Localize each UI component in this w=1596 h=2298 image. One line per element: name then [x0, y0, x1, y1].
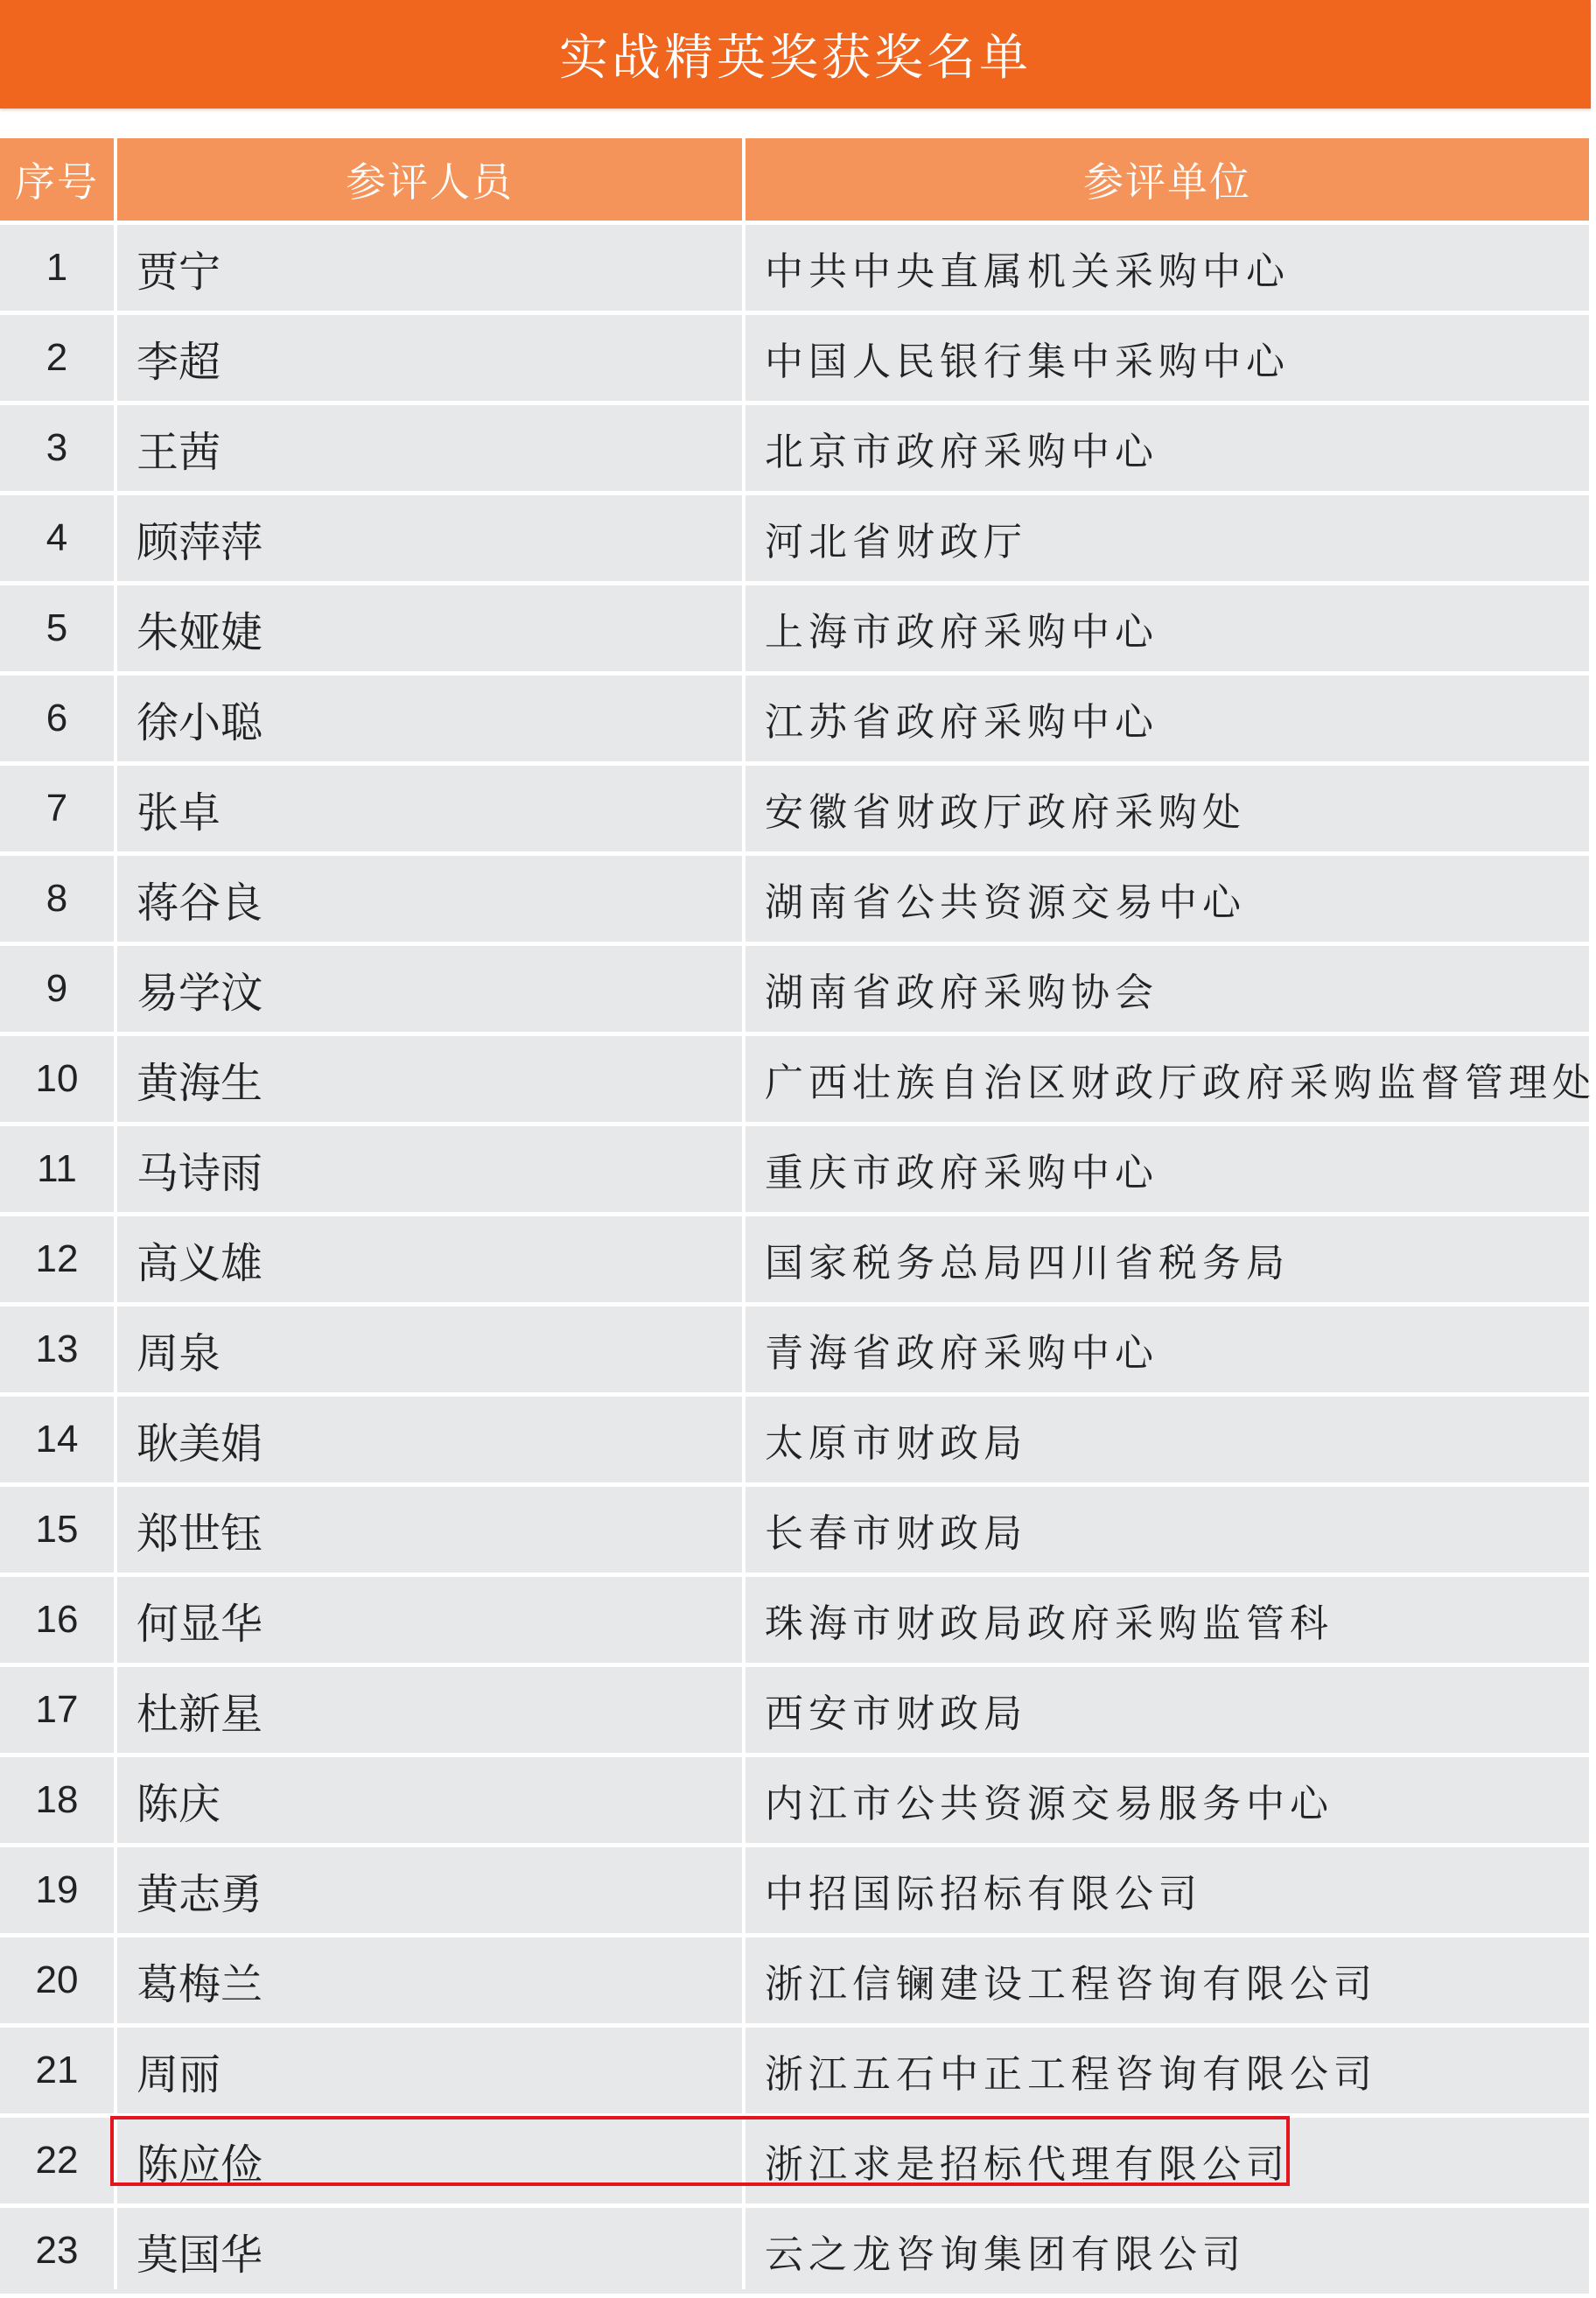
- participant-name: 易学汶: [136, 968, 263, 1018]
- participant-name: 王茜: [136, 427, 221, 477]
- participant-name: 葛梅兰: [136, 1959, 263, 2009]
- page-title: 实战精英奖获奖名单: [559, 30, 1032, 87]
- header-no: 序号: [15, 158, 99, 206]
- table-row: [0, 1397, 1589, 1487]
- table-row: [0, 1307, 1589, 1397]
- table-row: [0, 856, 1589, 946]
- row-number: 18: [35, 1778, 79, 1821]
- table-row: [0, 495, 1589, 585]
- participant-unit: 青海省政府采购中心: [765, 1331, 1158, 1376]
- table-row: [0, 1126, 1589, 1216]
- participant-unit: 长春市财政局: [765, 1511, 1027, 1556]
- row-number: 6: [46, 697, 68, 739]
- row-number: 9: [46, 967, 68, 1010]
- table-row: [0, 405, 1589, 495]
- participant-unit: 重庆市政府采购中心: [765, 1151, 1158, 1195]
- table-row: [0, 1216, 1589, 1307]
- participant-name: 贾宁: [136, 247, 221, 297]
- title-bar: [0, 0, 1591, 109]
- participant-unit: 中招国际招标有限公司: [765, 1872, 1202, 1916]
- table-row: [0, 1036, 1596, 1126]
- table-row: [0, 1487, 1589, 1577]
- row-number: 12: [35, 1237, 79, 1280]
- table-row: [0, 1577, 1589, 1667]
- row-number: 21: [35, 2049, 79, 2091]
- participant-name: 徐小聪: [136, 697, 263, 747]
- participant-name: 周丽: [136, 2049, 221, 2099]
- table-row: [0, 946, 1589, 1036]
- header-unit: 参评单位: [1083, 158, 1251, 206]
- table-row: [0, 1667, 1589, 1757]
- table-row: [0, 676, 1589, 766]
- participant-unit: 浙江信镧建设工程咨询有限公司: [765, 1962, 1377, 2007]
- table-header: [0, 138, 1589, 225]
- row-number: 11: [37, 1147, 77, 1190]
- participant-name: 杜新星: [136, 1689, 263, 1739]
- participant-unit: 北京市政府采购中心: [765, 430, 1158, 474]
- participant-name: 李超: [136, 337, 221, 387]
- participant-name: 陈庆: [136, 1779, 221, 1829]
- participant-name: 周泉: [136, 1328, 221, 1378]
- row-number: 1: [46, 246, 68, 289]
- column-divider: [742, 138, 746, 2289]
- row-number: 7: [46, 787, 68, 830]
- participant-name: 陈应俭: [136, 2140, 263, 2189]
- row-number: 14: [35, 1418, 79, 1461]
- participant-name: 高义雄: [136, 1238, 263, 1288]
- table-body: [0, 225, 1596, 2298]
- row-number: 2: [46, 336, 68, 379]
- participant-unit: 内江市公共资源交易服务中心: [765, 1782, 1334, 1826]
- participant-name: 莫国华: [136, 2230, 263, 2280]
- participant-name: 郑世钰: [136, 1509, 263, 1559]
- participant-name: 张卓: [136, 788, 221, 837]
- participant-name: 顾萍萍: [136, 517, 263, 567]
- table-row: [0, 585, 1589, 676]
- row-number: 5: [46, 606, 68, 649]
- participant-unit: 西安市财政局: [765, 1692, 1027, 1736]
- row-number: 15: [35, 1508, 79, 1551]
- participant-unit: 云之龙咨询集团有限公司: [765, 2232, 1246, 2277]
- award-table: [0, 138, 1596, 2298]
- participant-unit: 安徽省财政厅政府采购处: [765, 790, 1246, 835]
- table-row: [0, 1847, 1589, 1937]
- row-number: 19: [35, 1868, 79, 1911]
- participant-unit: 上海市政府采购中心: [765, 610, 1158, 655]
- participant-name: 何显华: [136, 1599, 263, 1649]
- participant-unit: 河北省财政厅: [765, 520, 1027, 564]
- participant-unit: 中共中央直属机关采购中心: [765, 249, 1290, 294]
- row-number: 20: [35, 1958, 79, 2001]
- row-number: 22: [35, 2139, 79, 2182]
- table-row: [0, 1937, 1589, 2028]
- column-divider: [114, 138, 117, 2289]
- participant-name: 蒋谷良: [136, 878, 263, 928]
- row-number: 4: [46, 516, 68, 559]
- row-number: 10: [35, 1057, 79, 1100]
- table-row: [0, 766, 1589, 856]
- row-number: 13: [35, 1328, 79, 1370]
- participant-name: 马诗雨: [136, 1148, 263, 1198]
- row-number: 8: [46, 877, 68, 920]
- participant-unit: 湖南省公共资源交易中心: [765, 880, 1246, 925]
- participant-unit: 湖南省政府采购协会: [765, 970, 1158, 1015]
- row-number: 17: [35, 1688, 79, 1731]
- table-row: [0, 2028, 1589, 2118]
- row-number: 16: [35, 1598, 79, 1641]
- participant-unit: 江苏省政府采购中心: [765, 700, 1158, 745]
- participant-unit: 珠海市财政局政府采购监管科: [765, 1601, 1334, 1646]
- table-row: [0, 225, 1589, 315]
- participant-unit: 中国人民银行集中采购中心: [765, 340, 1290, 384]
- table-row: [0, 2208, 1589, 2298]
- participant-name: 黄海生: [136, 1058, 263, 1108]
- table-row: [0, 2118, 1589, 2208]
- participant-unit: 浙江五石中正工程咨询有限公司: [765, 2052, 1377, 2097]
- participant-unit: 浙江求是招标代理有限公司: [765, 2142, 1290, 2187]
- row-number: 23: [35, 2229, 79, 2272]
- participant-name: 黄志勇: [136, 1869, 263, 1919]
- row-number: 3: [46, 426, 68, 469]
- participant-unit: 太原市财政局: [765, 1421, 1027, 1466]
- table-row: [0, 1757, 1589, 1847]
- participant-unit: 国家税务总局四川省税务局: [765, 1241, 1290, 1286]
- header-name: 参评人员: [346, 158, 514, 206]
- table-row: [0, 315, 1589, 405]
- participant-unit: 广西壮族自治区财政厅政府采购监督管理处: [765, 1061, 1596, 1105]
- participant-name: 耿美娟: [136, 1419, 263, 1468]
- participant-name: 朱娅婕: [136, 607, 263, 657]
